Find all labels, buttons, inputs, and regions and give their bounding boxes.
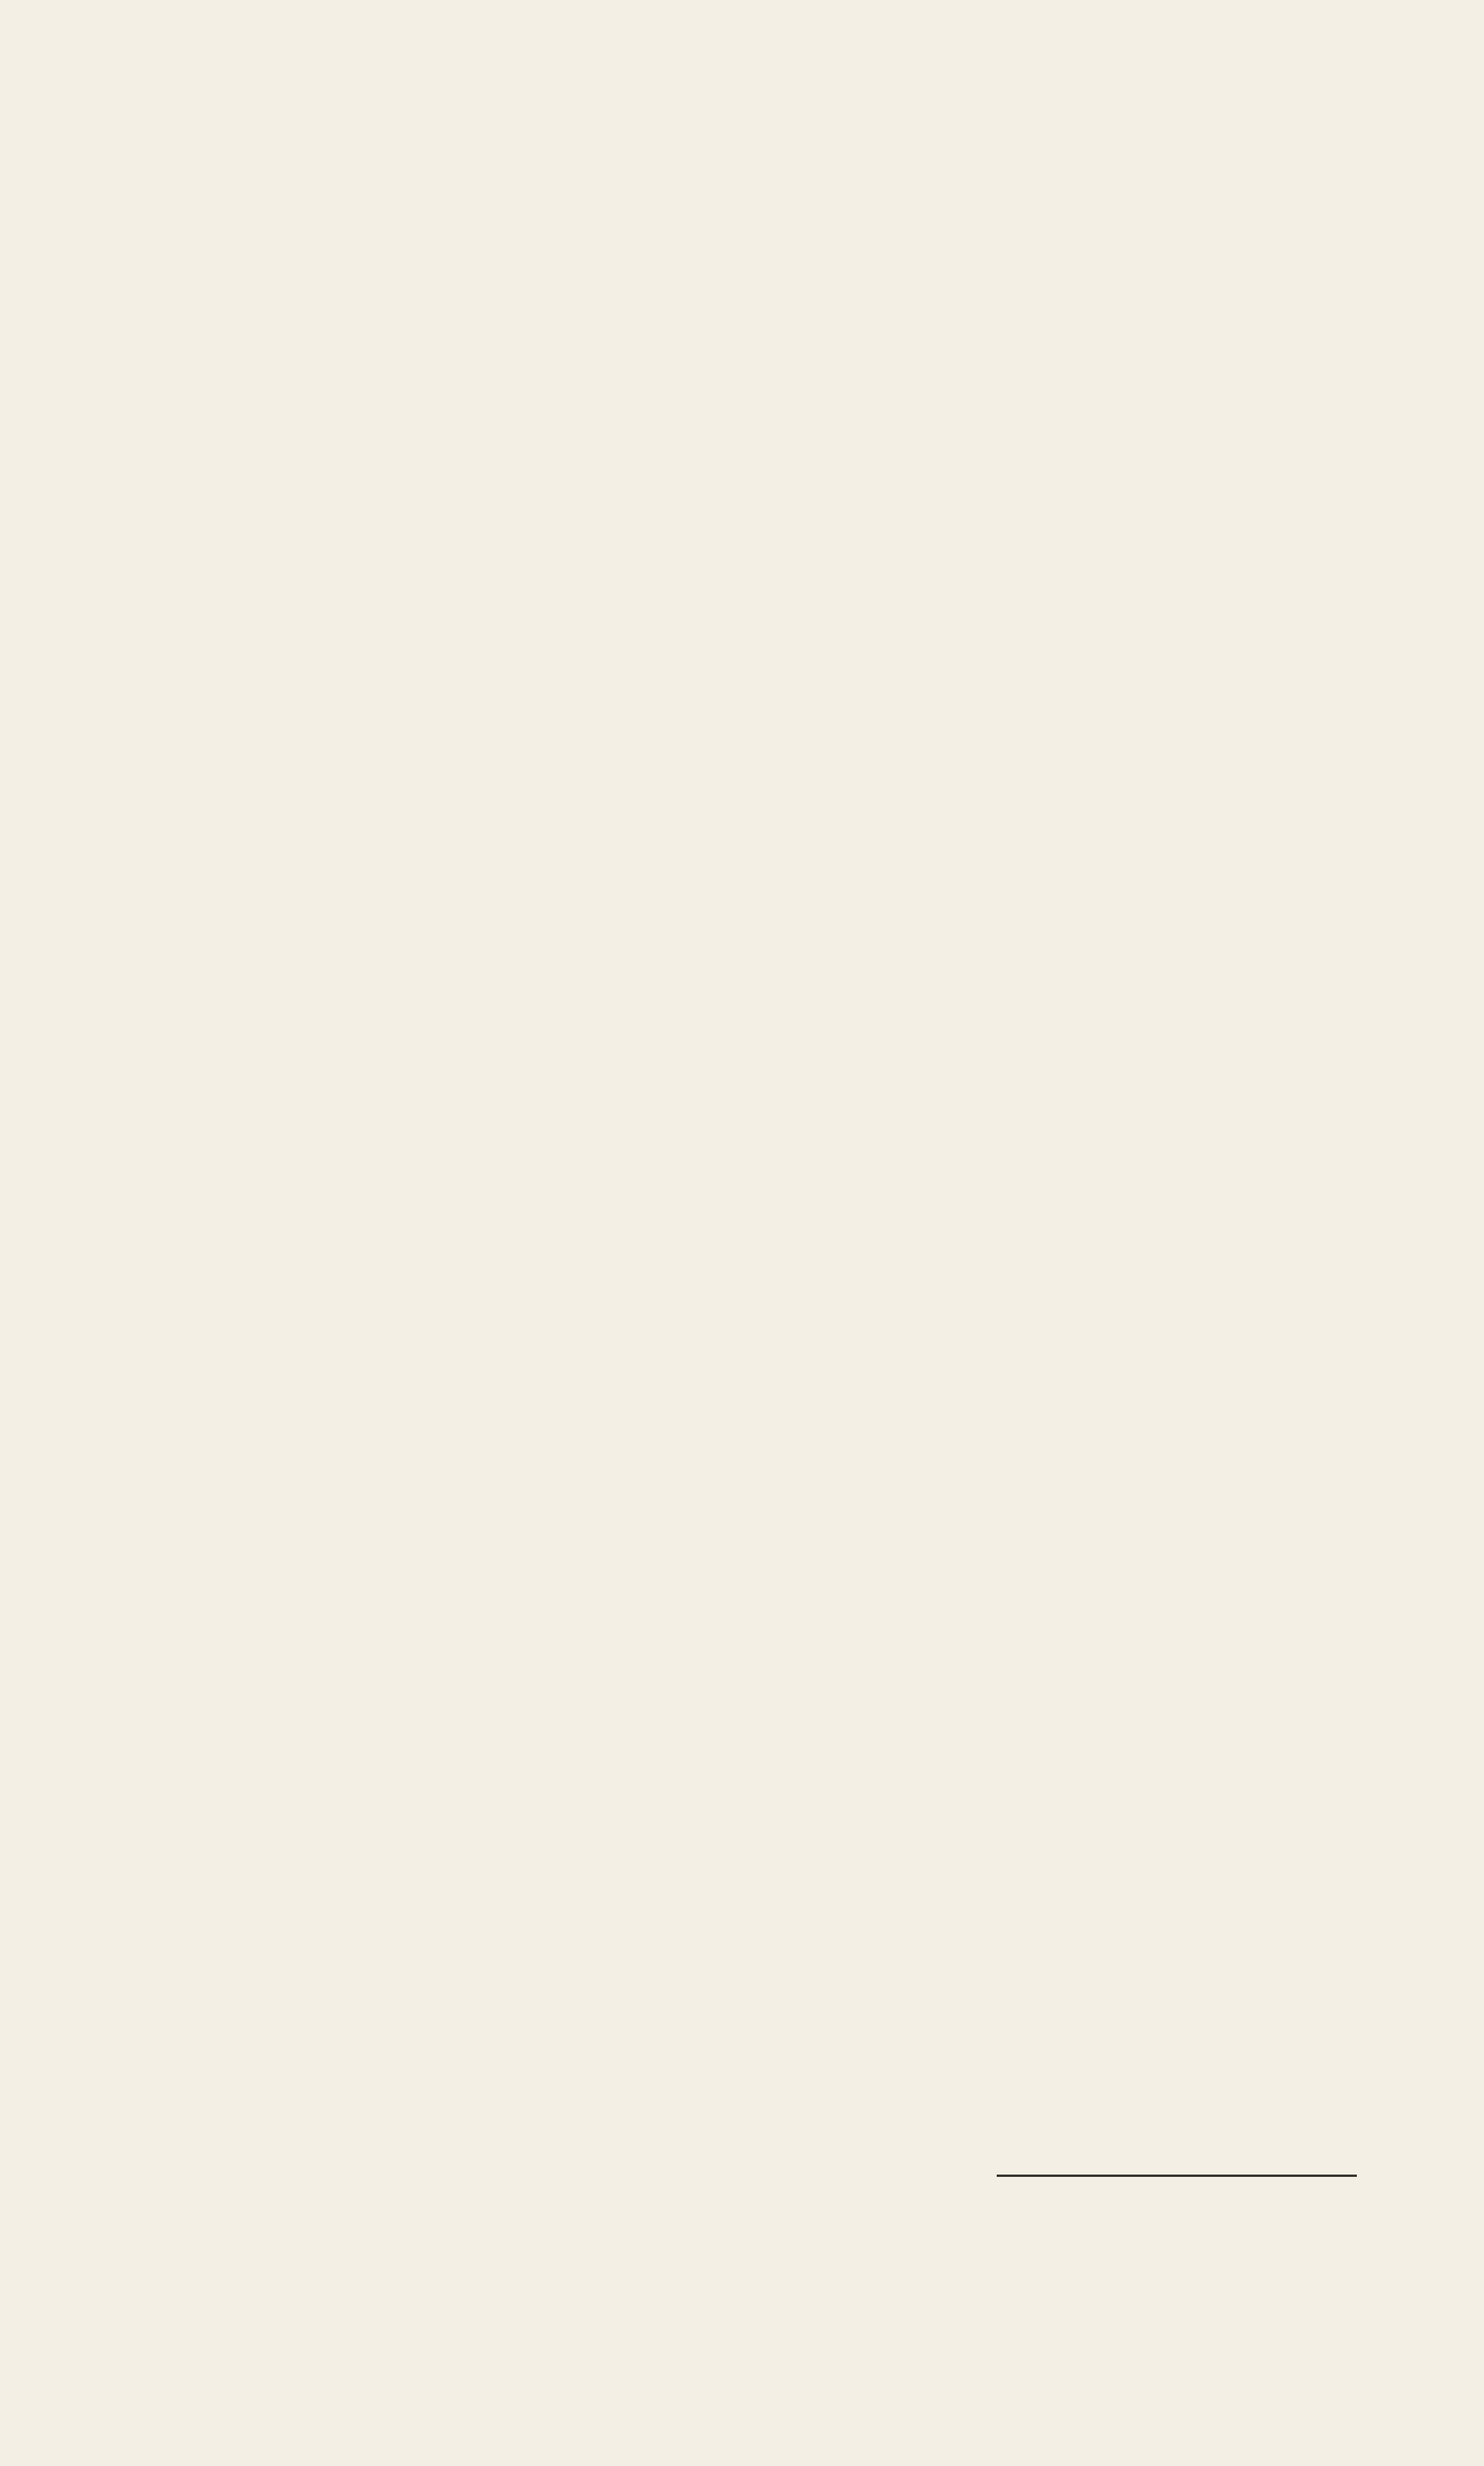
total-rule [997,2175,1357,2177]
